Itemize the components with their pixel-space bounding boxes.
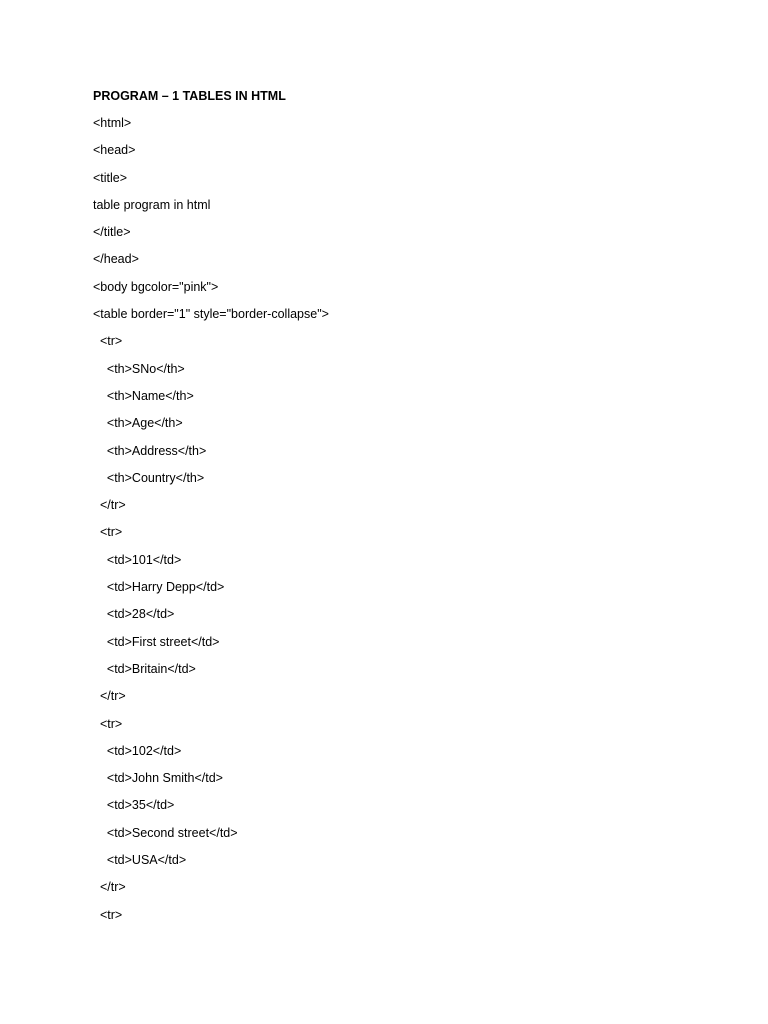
code-line: </tr>: [93, 689, 126, 704]
code-line: <td>35</td>: [93, 798, 175, 813]
program-heading: PROGRAM – 1 TABLES IN HTML: [93, 89, 286, 103]
code-line: <td>John Smith</td>: [93, 771, 223, 786]
code-line: <td>Harry Depp</td>: [93, 580, 225, 595]
code-line: <th>Address</th>: [93, 443, 207, 458]
code-line: <th>SNo</th>: [93, 361, 185, 376]
code-line: table program in html: [93, 197, 211, 212]
code-line: <td>101</td>: [93, 552, 182, 567]
code-line: </tr>: [93, 880, 126, 895]
code-line: <tr>: [93, 334, 123, 349]
code-line: <td>First street</td>: [93, 634, 220, 649]
code-line: <head>: [93, 143, 136, 158]
code-line: <td>USA</td>: [93, 853, 187, 868]
code-line: </title>: [93, 225, 131, 240]
code-line: <th>Age</th>: [93, 416, 183, 431]
code-line: <table border="1" style="border-collapse">: [93, 307, 329, 322]
code-line: <th>Country</th>: [93, 470, 205, 485]
code-line: <html>: [93, 116, 132, 130]
code-line: <td>Britain</td>: [93, 661, 196, 676]
code-line: <td>102</td>: [93, 743, 182, 758]
code-line: <td>28</td>: [93, 607, 175, 622]
code-line: <tr>: [93, 716, 123, 731]
code-listing: [93, 114, 329, 933]
code-line: <title>: [93, 170, 128, 185]
code-line: </head>: [93, 252, 139, 267]
code-line: <tr>: [93, 525, 123, 540]
code-line: <body bgcolor="pink">: [93, 279, 219, 294]
code-line: </tr>: [93, 498, 126, 513]
code-line: <tr>: [93, 907, 123, 922]
code-line: <td>Second street</td>: [93, 825, 238, 840]
code-line: <th>Name</th>: [93, 388, 194, 403]
